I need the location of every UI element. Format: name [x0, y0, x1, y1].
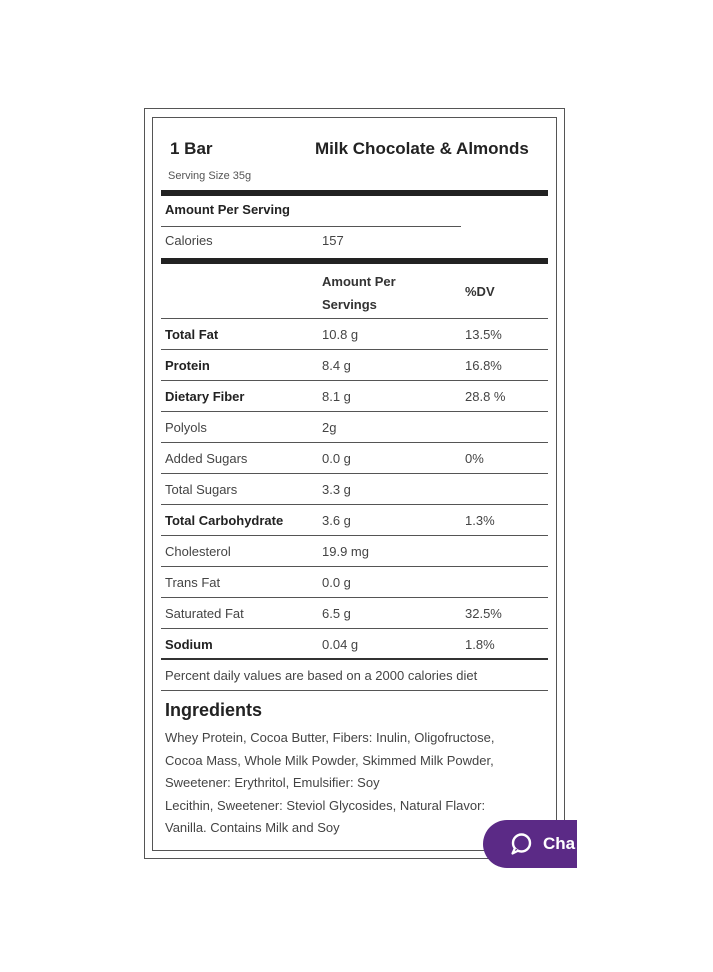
nutrient-dv: 1.3%: [465, 513, 495, 528]
table-row: [161, 318, 548, 349]
column-header-amount-line1: Amount Per: [322, 274, 396, 289]
ingredients-text: Whey Protein, Cocoa Butter, Fibers: Inulin, Oligofructose, Cocoa Mass, Whole Milk Powder, Skimmed Milk Powder, Sweetener: Erythritol, Emulsifier: Soy Lecithin, Sweetener: Steviol Glycosides, Natural Flavor: Vanilla. Contains Milk and Soy: [165, 730, 495, 835]
nutrient-amount: 3.3 g: [322, 482, 351, 497]
table-row: [161, 597, 548, 628]
divider-thin: [161, 226, 461, 227]
calories-value: 157: [322, 233, 344, 248]
nutrient-amount: 8.4 g: [322, 358, 351, 373]
nutrient-name: Trans Fat: [165, 575, 221, 590]
serving-size: Serving Size 35g: [168, 170, 252, 182]
nutrient-name: Dietary Fiber: [165, 389, 245, 404]
column-header-amount-line2: Servings: [322, 297, 377, 312]
nutrient-dv: 0%: [465, 451, 484, 466]
divider-table-bottom: [161, 658, 548, 660]
nutrient-name: Added Sugars: [165, 451, 248, 466]
chat-button[interactable]: [483, 820, 577, 868]
nutrient-amount: 0.0 g: [322, 575, 351, 590]
calories-label: Calories: [165, 233, 213, 248]
nutrient-name: Protein: [165, 358, 210, 373]
nutrient-name: Total Carbohydrate: [165, 513, 284, 528]
nutrient-amount: 0.0 g: [322, 451, 351, 466]
table-row: [161, 504, 548, 535]
nutrient-amount: 19.9 mg: [322, 544, 369, 559]
table-row: [161, 442, 548, 473]
column-header-amount: [322, 270, 396, 316]
nutrient-dv: 1.8%: [465, 637, 495, 652]
nutrient-name: Polyols: [165, 420, 207, 435]
table-row: [161, 380, 548, 411]
nutrient-amount: 8.1 g: [322, 389, 351, 404]
nutrient-dv: 28.8 %: [465, 389, 506, 404]
divider-footnote: [161, 690, 548, 691]
table-row: [161, 411, 548, 442]
nutrient-amount: 2g: [322, 420, 337, 435]
product-name: Milk Chocolate & Almonds: [315, 139, 529, 158]
nutrient-amount: 10.8 g: [322, 327, 359, 342]
nutrient-dv: 16.8%: [465, 358, 502, 373]
nutrient-name: Saturated Fat: [165, 606, 244, 621]
nutrient-name: Sodium: [165, 637, 213, 652]
table-row: [161, 628, 548, 659]
table-row: [161, 535, 548, 566]
nutrient-name: Total Sugars: [165, 482, 238, 497]
column-header-dv: %DV: [465, 284, 495, 299]
nutrient-name: Total Fat: [165, 327, 219, 342]
nutrient-dv: 32.5%: [465, 606, 502, 621]
chat-label: Cha: [543, 834, 576, 853]
nutrient-amount: 0.04 g: [322, 637, 359, 652]
ingredients-title: Ingredients: [165, 700, 263, 720]
table-row: [161, 566, 548, 597]
header-title: 1 Bar: [170, 139, 213, 158]
table-row: [161, 349, 548, 380]
chat-bubble-icon: [509, 832, 533, 856]
nutrient-amount: 6.5 g: [322, 606, 351, 621]
table-row: [161, 473, 548, 504]
nutrient-dv: 13.5%: [465, 327, 502, 342]
daily-value-footnote: Percent daily values are based on a 2000 calories diet: [165, 668, 478, 683]
amount-per-serving-label: Amount Per Serving: [165, 202, 290, 217]
nutrient-name: Cholesterol: [165, 544, 231, 559]
divider-thick-middle: [161, 258, 548, 264]
divider-thick-top: [161, 190, 548, 196]
nutrient-amount: 3.6 g: [322, 513, 351, 528]
